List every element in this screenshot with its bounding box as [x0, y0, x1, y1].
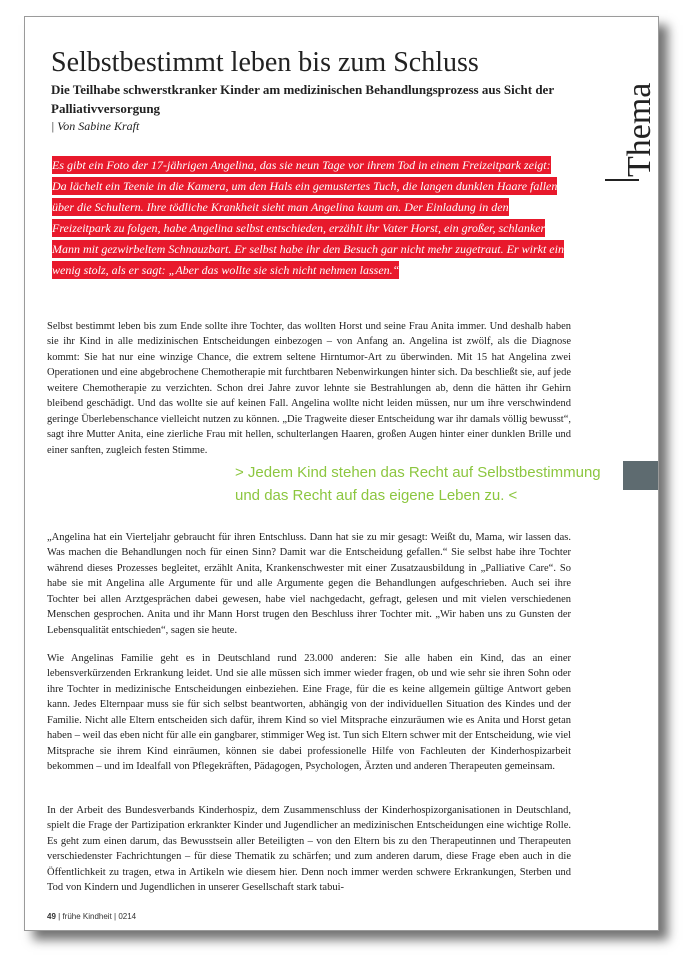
pull-quote-text: > Jedem Kind stehen das Recht auf Selbstbestimmung und das Recht auf das eigene Leben zu. < — [235, 464, 601, 504]
body-paragraph-1: Selbst bestimmt leben bis zum Ende sollte ihre Tochter, das wollten Horst und seine Frau Anita immer. Und deshalb haben sie ihr Kind in alle medizinischen Entscheidungen einbezogen – von Anfang an. Angelina ist zwölf, als die Diagnose kommt: Sie hat nur eine winzige Chance, die extrem seltene Hirntumor-Art zu überwinden. Mit 15 hat Angelina zwei Operationen und eine abgebrochene Chemotherapie mit furchtbaren Nebenwirkungen hinter sich. Da beschließt sie, auf jede weitere Chemotherapie zu verzichten. Schon drei Jahre zuvor lehnte sie Bestrahlungen ab, denn die hätten ihr Gehirn bleibend geschädigt. Und das wollte sie auf keinen Fall. Angelina wollte nicht leiden müssen, nur um ihre verschwindend geringe Überlebenschance vielleicht nutzen zu können. „Die Tragweite dieser Entscheidung war ihr damals völlig bewusst“, sagt ihre Mutter Anita, eine zierliche Frau mit hellen, schulterlangen Haaren, großen Augen hinter einer dunklen Brille und einer sanften, zugleich festen Stimme. — [47, 321, 571, 456]
lead-highlight-text: Es gibt ein Foto der 17-jährigen Angelina, das sie neun Tage vor ihrem Tod in einem Freizeitpark zeigt: Da lächelt ein Teenie in die Kamera, um den Hals ein gemustertes Tuch, die langen dunklen Haare fallen über die Schultern. Ihre tödliche Krankheit sieht man Angelina kaum an. Der Einladung in den Freizeitpark zu folgen, habe Angelina selbst entschieden, erzählt ihr Vater Horst, ein großer, schlanker Mann mit gezwirbeltem Schnauzbart. Er selbst habe ihr den Besuch gar nicht mehr zugetraut. Er wirkt ein wenig stolz, als er sagt: „Aber das wollte sie sich nicht nehmen lassen.“ — [52, 158, 564, 277]
body-paragraph-3: Wie Angelinas Familie geht es in Deutschland rund 23.000 anderen: Sie alle haben ein Kind, das an einer lebensverkürzenden Erkrankung leidet. Und sie alle müssen sich immer wieder fragen, ob und wie sehr sie ihren Sohn oder ihre Tochter in medizinische Entscheidungen einbeziehen. Eine Frage, für die es keine allgemein gültige Antwort geben kann. Jedes Elternpaar muss sie für sich selbst beantworten, abhängig von der individuellen Situation des Kindes und der Familie. Nicht alle Eltern entscheiden sich dafür, ihrem Kind so viel Mitsprache einzuräumen wie es Anita und Horst getan haben – weil das eben nicht für alle ein gangbarer, stimmiger Weg ist. Tun sich Eltern schwer mit der Entscheidung, wie viel Mitsprache sie ihrem Kind einräumen, können sie dabei professionelle Hilfe von Fachleuten der Kinderhospizarbeit bekommen – und im Idealfall von Pflegekräften, Pädagogen, Psychologen, Ärzten und anderen Therapeuten gemeinsam. — [47, 653, 571, 773]
section-label-rule — [605, 179, 639, 181]
page-footer — [47, 912, 136, 921]
article-subtitle: Die Teilhabe schwerstkranker Kinder am medizinischen Behandlungsprozess aus Sicht der Palliativversorgung — [51, 82, 554, 116]
page-number: 49 — [47, 912, 56, 921]
lead-paragraph — [52, 155, 568, 280]
section-label — [605, 37, 658, 197]
magazine-page — [24, 16, 659, 931]
body-paragraph-2: „Angelina hat ein Vierteljahr gebraucht für ihren Entschluss. Dann hat sie zu mir gesagt: Weißt du, Mama, wir lassen das. Was machen die Behandlungen noch für einen Sinn? Damit war die Entscheidung gefallen.“ Sie selbst habe ihre Tochter während dieses Prozesses begleitet, erzählt Anita, Krankenschwester mit einer Zusatzausbildung in „Palliative Care“. So habe sie mit Angelina alle Argumente für und alle Argumente gegen die Behandlungen aufgeschrieben. Auch sei ihre Tochter bei allen Arztgesprächen dabei gewesen, habe viel nachgedacht, gefragt, gelesen und mit vielen verschiedenen Menschen gesprochen. Anita und ihr Mann Horst trugen den Beschluss ihrer Tochter mit. „Wir haben uns zu Gunsten der Lebensqualität entschieden“, sagen sie heute. — [47, 532, 571, 636]
body-paragraph-4: In der Arbeit des Bundesverbands Kinderhospiz, dem Zusammenschluss der Kinderhospizorganisationen in Deutschland, spielt die Frage der Partizipation erkrankter Kinder und Jugendlicher an medizinischen Entscheidungen eine wichtige Rolle. Es geht zum einen darum, das Bewusstsein aller Beteiligten – von den Eltern bis zu den Therapeutinnen und Therapeuten verschiedenster Fachrichtungen – für diese Thematik zu schärfen; und zum anderen darum, diese Frage eben auch in die Öffentlichkeit zu tragen, etwa in Artikeln wie diesem hier. Denn noch immer werden schwere Erkrankungen, Sterben und Tod von Kindern und Jugendlichen in unserer Gesellschaft stark tabui- — [47, 805, 571, 894]
article-title: Selbstbestimmt leben bis zum Schluss — [51, 47, 479, 78]
pull-quote-bar — [623, 461, 658, 490]
publication-info: | frühe Kindheit | 0214 — [58, 912, 137, 921]
section-label-text: Thema — [621, 82, 658, 177]
pull-quote-text-box — [235, 461, 625, 507]
author-byline: | Von Sabine Kraft — [51, 119, 140, 133]
pull-quote — [235, 461, 658, 513]
